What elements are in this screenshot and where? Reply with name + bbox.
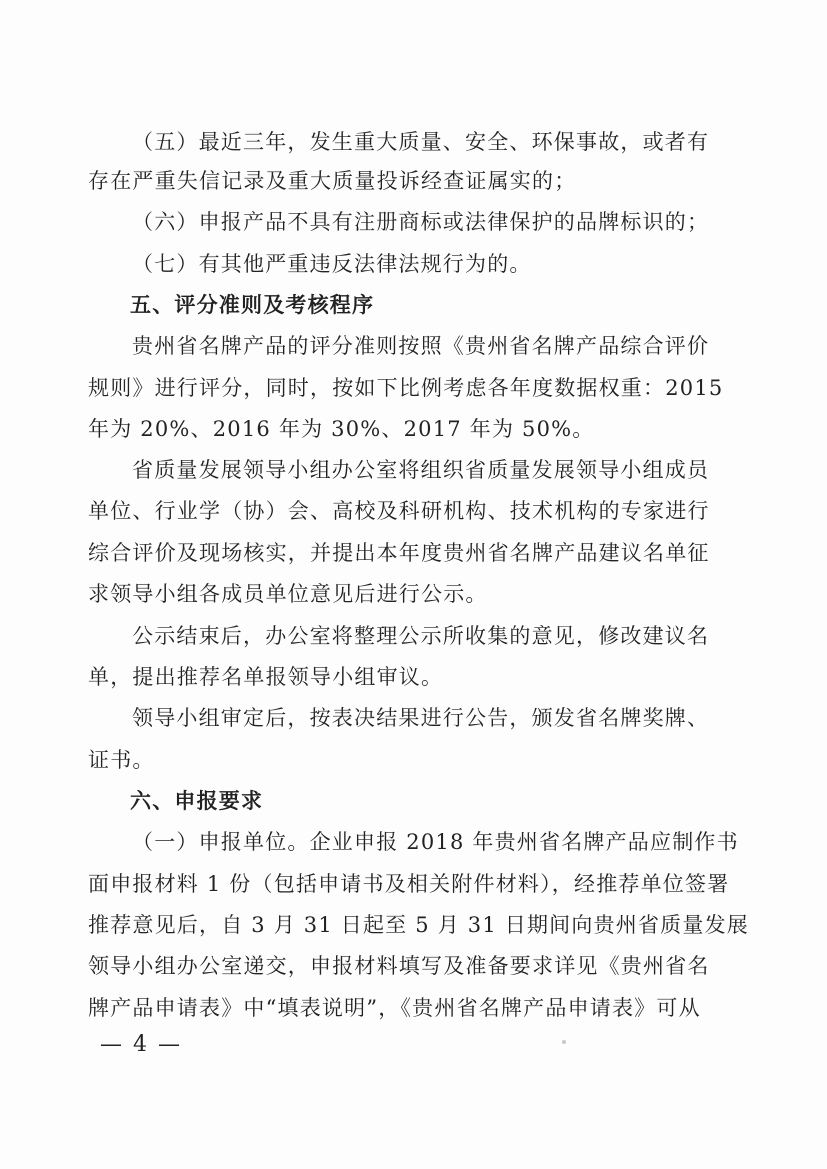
text-line: 单，提出推荐名单报领导小组审议。 bbox=[88, 665, 444, 689]
scan-speck bbox=[562, 1040, 566, 1044]
text-line: 推荐意见后，自 3 月 31 日起至 5 月 31 日期间向贵州省质量发展 bbox=[88, 913, 749, 937]
text-line: 规则》进行评分，同时，按如下比例考虑各年度数据权重：2015 bbox=[88, 376, 724, 400]
text-line: 综合评价及现场核实，并提出本年度贵州省名牌产品建议名单征 bbox=[88, 541, 710, 565]
section-heading: 五、评分准则及考核程序 bbox=[130, 293, 375, 317]
text-line: （七）有其他严重违反法律法规行为的。 bbox=[132, 252, 532, 276]
text-line: 证书。 bbox=[88, 748, 155, 772]
text-line: （五）最近三年，发生重大质量、安全、环保事故，或者有 bbox=[132, 130, 710, 154]
text-line: 存在严重失信记录及重大质量投诉经查证属实的； bbox=[88, 169, 577, 193]
text-line: 领导小组办公室递交，申报材料填写及准备要求详见《贵州省名 bbox=[88, 954, 710, 978]
text-line: 面申报材料 1 份（包括申请书及相关附件材料），经推荐单位签署 bbox=[88, 872, 730, 896]
text-line: 牌产品申请表》中“填表说明”，《贵州省名牌产品申请表》可从 bbox=[88, 996, 701, 1020]
text-line: 年为 20%、2016 年为 30%、2017 年为 50%。 bbox=[88, 417, 595, 441]
text-line: （一）申报单位。企业申报 2018 年贵州省名牌产品应制作书 bbox=[132, 830, 739, 854]
text-line: 单位、行业学（协）会、高校及科研机构、技术机构的专家进行 bbox=[88, 499, 710, 523]
text-line: 求领导小组各成员单位意见后进行公示。 bbox=[88, 582, 488, 606]
text-line: 贵州省名牌产品的评分准则按照《贵州省名牌产品综合评价 bbox=[132, 334, 710, 358]
section-heading: 六、申报要求 bbox=[130, 789, 264, 813]
text-line: 省质量发展领导小组办公室将组织省质量发展领导小组成员 bbox=[132, 458, 710, 482]
text-line: （六）申报产品不具有注册商标或法律保护的品牌标识的； bbox=[132, 210, 710, 234]
page-number: — 4 — bbox=[100, 1032, 182, 1057]
text-line: 公示结束后，办公室将整理公示所收集的意见，修改建议名 bbox=[132, 624, 710, 648]
text-line: 领导小组审定后，按表决结果进行公告，颁发省名牌奖牌、 bbox=[132, 706, 710, 730]
